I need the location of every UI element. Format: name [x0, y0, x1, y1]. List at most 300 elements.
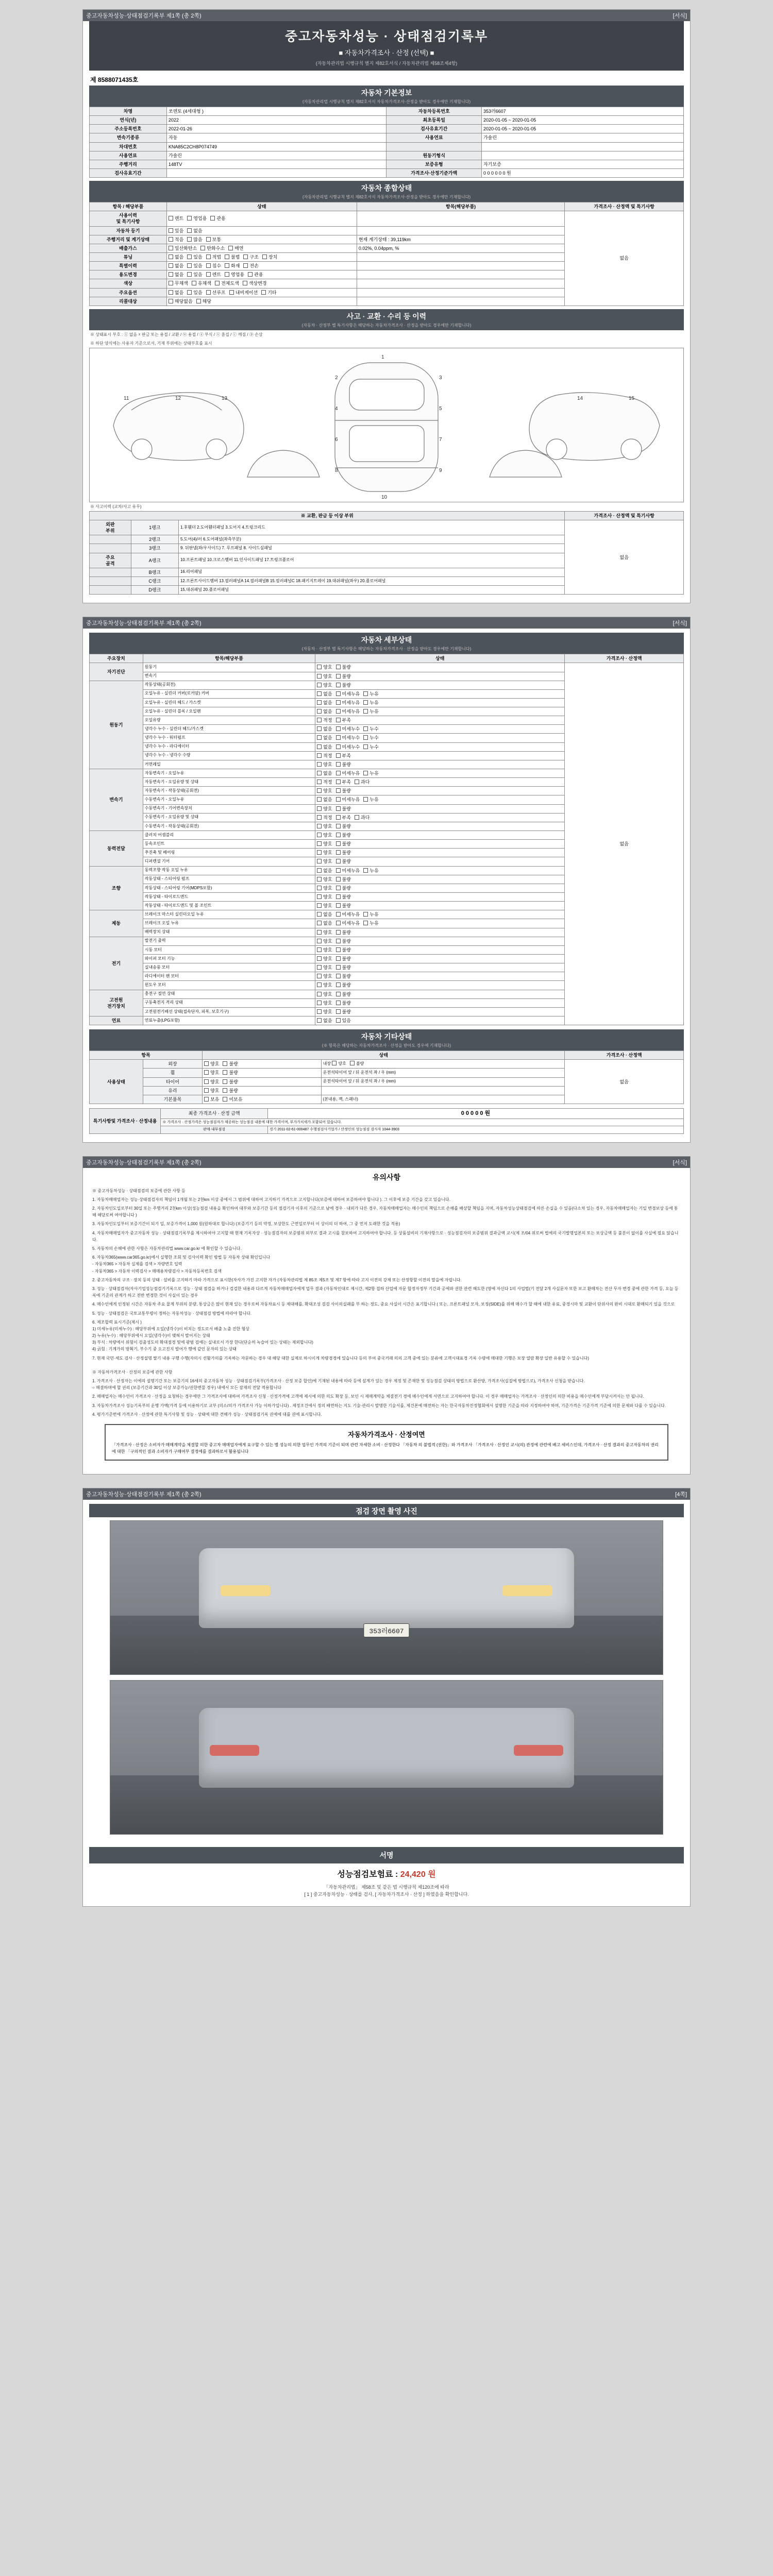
checkbox-option[interactable]: 양호	[204, 1088, 219, 1094]
checkbox-option[interactable]: 관용	[210, 215, 225, 222]
basic-value[interactable]: 가솔린	[166, 151, 386, 160]
detail-item-options[interactable]	[315, 698, 565, 707]
table-row	[90, 151, 684, 160]
checkbox-option[interactable]: 기타	[261, 290, 276, 296]
basic-value[interactable]	[166, 168, 386, 177]
basic-label-2: 사용연료	[386, 133, 481, 142]
checkbox-option[interactable]: 누유	[363, 920, 378, 926]
overall-options[interactable]	[166, 226, 357, 235]
accident-section-sub: (자동차 · 산정부 별 특기사항은 해당하는 자동차가격조사 · 산정을 받아도 경우에만 기재합니다)	[89, 323, 684, 330]
svg-text:3: 3	[439, 375, 442, 381]
detail-item-label: 충전구 절연 상태	[143, 990, 315, 998]
detail-item-options[interactable]	[315, 963, 565, 972]
checkbox-option[interactable]: 해당	[196, 298, 211, 304]
checkbox-option[interactable]: 불량	[350, 1061, 364, 1067]
checkbox-option[interactable]: 불량	[336, 841, 351, 847]
checkbox-option[interactable]: 불법	[225, 254, 240, 260]
checkbox-option[interactable]: 양호	[204, 1079, 219, 1085]
checkbox-option[interactable]: 전체도색	[215, 280, 239, 286]
detail-item-options[interactable]	[315, 716, 565, 725]
detail-item-options[interactable]	[315, 902, 565, 910]
overall-options[interactable]	[166, 211, 357, 226]
checkbox-option[interactable]: 양호	[317, 761, 332, 768]
basic-value-2[interactable]: 353러6607	[481, 107, 683, 116]
basic-value-2[interactable]	[481, 151, 683, 160]
basic-value-2[interactable]: 자기보증	[481, 160, 683, 168]
overall-options[interactable]	[166, 288, 357, 297]
checkbox-option[interactable]: 없음	[317, 691, 332, 697]
checkbox-option[interactable]: 없음	[169, 290, 183, 296]
detail-item-options[interactable]	[315, 778, 565, 787]
checkbox-option[interactable]: 없음	[317, 735, 332, 741]
overall-detail[interactable]	[357, 252, 565, 261]
detail-item-label: 커먼레일	[143, 760, 315, 769]
checkbox-option[interactable]: 없음	[169, 272, 183, 278]
checkbox-option[interactable]: 불량	[336, 964, 351, 971]
detail-item-options[interactable]	[315, 990, 565, 998]
detail-group-label: 고전원 전기장치	[90, 990, 143, 1016]
notice-item: 1. 자동차매매업자는 성능·상태점검자의 책임이 1개월 또는 2천km 이상 중에서 그 범위에 대하여 고지하기 가격으로 고지합니다(보증에 대하여 보증하여야 합니다 ). 그 이후에 보증 기간을 갖고 있습니다.	[92, 1197, 450, 1202]
others-item-options[interactable]	[203, 1086, 322, 1095]
detail-item-options[interactable]	[315, 760, 565, 769]
detail-item-options[interactable]	[315, 972, 565, 981]
overall-options[interactable]	[166, 262, 357, 270]
checkbox-option[interactable]: 렌트	[169, 215, 183, 222]
overall-detail[interactable]	[357, 288, 565, 297]
checkbox-option[interactable]: 있음	[187, 254, 202, 260]
checkbox-option[interactable]: 침수	[206, 263, 221, 269]
detail-item-label: 변속기	[143, 672, 315, 681]
checkbox-option[interactable]: 양호	[317, 673, 332, 680]
detail-item-label: 작동상태(공회전)	[143, 681, 315, 689]
checkbox-option[interactable]: 없음	[317, 911, 332, 918]
checkbox-option[interactable]: 양호	[317, 929, 332, 936]
checkbox-option[interactable]: 양호	[317, 894, 332, 900]
detail-head-2: 상태	[315, 654, 565, 663]
checkbox-option[interactable]: 불량	[336, 876, 351, 883]
table-row	[90, 1060, 684, 1069]
detail-item-options[interactable]	[315, 910, 565, 919]
others-item-options[interactable]	[203, 1069, 322, 1077]
checkbox-option[interactable]: 있음	[187, 290, 202, 296]
checkbox-option[interactable]: 누유	[363, 770, 378, 776]
svg-text:13: 13	[222, 395, 228, 401]
overall-options[interactable]	[166, 279, 357, 288]
checkbox-option[interactable]: 있음	[169, 228, 183, 234]
detail-item-options[interactable]	[315, 707, 565, 716]
detail-item-options[interactable]	[315, 831, 565, 840]
checkbox-option[interactable]: 불량	[223, 1088, 238, 1094]
accident-items[interactable]: 16.리어패널	[178, 568, 564, 577]
overall-detail[interactable]: 0.02%, 0.04ppm, %	[357, 244, 565, 252]
checkbox-option[interactable]: 불량	[336, 788, 351, 794]
checkbox-option[interactable]: 누수	[363, 744, 378, 750]
checkbox-option[interactable]: 화재	[225, 263, 240, 269]
sheet3-topbar-right: [서식]	[673, 1159, 687, 1166]
checkbox-option[interactable]: 양호	[317, 956, 332, 962]
checkbox-option[interactable]: 영업용	[187, 215, 207, 222]
checkbox-option[interactable]: 양호	[317, 850, 332, 856]
detail-item-options[interactable]	[315, 919, 565, 928]
checkbox-option[interactable]: 없음	[169, 254, 183, 260]
checkbox-option[interactable]: 불량	[336, 858, 351, 865]
others-item-detail[interactable]: 운전석타이어 앞 / 뒤 운전석 좌 / 우 (mm)	[321, 1069, 565, 1077]
checkbox-option[interactable]: 양호	[317, 1009, 332, 1015]
detail-item-options[interactable]	[315, 840, 565, 849]
checkbox-option[interactable]: 양호	[317, 832, 332, 838]
checkbox-option[interactable]: 누유	[363, 708, 378, 715]
sheet4-topbar-left: 중고자동차성능·상태점검기록부 제1쪽 (총 2쪽)	[86, 1491, 201, 1498]
checkbox-option[interactable]: 유채색	[192, 280, 211, 286]
checkbox-option[interactable]: 양호	[204, 1070, 219, 1076]
checkbox-option[interactable]: 양호	[317, 788, 332, 794]
checkbox-option[interactable]: 없음	[317, 700, 332, 706]
basic-value[interactable]: 2022	[166, 116, 386, 125]
basic-value[interactable]: 자동	[166, 133, 386, 142]
checkbox-option[interactable]: 없음	[317, 744, 332, 750]
basic-value-2[interactable]	[481, 142, 683, 151]
photo-taillamp-left	[210, 1745, 259, 1756]
basic-label: 연식(년)	[90, 116, 167, 125]
checkbox-option[interactable]: 부족	[336, 779, 351, 785]
svg-text:9: 9	[439, 467, 442, 473]
checkbox-option[interactable]: 불량	[336, 1009, 351, 1015]
accident-items[interactable]: 12.프론트사이드멤버 13.필러패널A 14.필러패널B 15.필러패널C 18.패키지트레이 19.대쉬패널(좌우) 20.플로어패널	[178, 577, 564, 585]
checkbox-option[interactable]: 양호	[332, 1061, 346, 1067]
checkbox-option[interactable]: 불량	[336, 806, 351, 812]
detail-item-options[interactable]	[315, 787, 565, 795]
detail-item-label: 자동변속기 - 작동상태(공회전)	[143, 787, 315, 795]
detail-item-options[interactable]	[315, 769, 565, 778]
basic-value[interactable]: 148TV	[166, 160, 386, 168]
basic-value[interactable]: KNA85C2CH8P074749	[166, 142, 386, 151]
detail-item-label: 작동상태 - 스티어링 기어(MDPS포함)	[143, 884, 315, 892]
detail-item-options[interactable]	[315, 866, 565, 875]
basic-value[interactable]: 쏘렌토 (4세대형 )	[166, 107, 386, 116]
checkbox-option[interactable]: 불량	[223, 1079, 238, 1085]
checkbox-option[interactable]: 보유	[204, 1096, 219, 1103]
others-item-detail[interactable]: 운전석타이어 앞 / 뒤 운전석 좌 / 우 (mm)	[321, 1077, 565, 1086]
overall-section-title: 자동차 종합상태	[89, 181, 684, 194]
checkbox-option[interactable]: 적법	[206, 254, 221, 260]
checkbox-option[interactable]: 미세누유	[336, 691, 360, 697]
checkbox-option[interactable]: 누수	[363, 735, 378, 741]
detail-item-options[interactable]	[315, 813, 565, 822]
checkbox-option[interactable]: 양호	[317, 903, 332, 909]
detail-group-label: 제동	[90, 910, 143, 937]
accident-category	[90, 568, 131, 577]
checkbox-option[interactable]: 일산화탄소	[169, 245, 197, 251]
others-item-label: 타이어	[143, 1077, 202, 1086]
basic-label: 차대번호	[90, 142, 167, 151]
basic-section-sub: (자동차관리법 시행규칙 별지 제82호서식 자동차가격조사·산정을 받아도 경우에만 기재합니다)	[89, 99, 684, 107]
detail-item-label: 배력장치 상태	[143, 928, 315, 937]
detail-item-options[interactable]	[315, 945, 565, 954]
checkbox-option[interactable]: 색상변경	[243, 280, 267, 286]
checkbox-option[interactable]: 부족	[336, 717, 351, 723]
checkbox-option[interactable]: 불량	[336, 947, 351, 953]
basic-value-2[interactable]: 2020-01-05 ~ 2020-01-05	[481, 125, 683, 133]
checkbox-option[interactable]: 양호	[317, 973, 332, 979]
checkbox-option[interactable]: 불량	[336, 973, 351, 979]
checkbox-option[interactable]: 불량	[336, 682, 351, 688]
detail-item-options[interactable]	[315, 681, 565, 689]
checkbox-option[interactable]: 보통	[206, 236, 221, 243]
checkbox-option[interactable]: 미세누수	[336, 726, 360, 732]
overall-section-sub: (자동차관리법 시행규칙 별지 제82호서식 자동차가격조사·산정을 받아도 경우에만 기재합니다)	[89, 194, 684, 202]
checkbox-option[interactable]: 없음	[317, 868, 332, 874]
checkbox-option[interactable]: 적정	[317, 815, 332, 821]
checkbox-option[interactable]: 불량	[336, 664, 351, 670]
accident-note-value: 없음	[565, 520, 684, 594]
checkbox-option[interactable]: 양호	[317, 858, 332, 865]
notice-item: 2. 중고자동차의 구조 · 장치 등의 상태 · 설비를 고지하기 마라 가격으로 표시한(자사가 가진 고지한 자가 (자동차관리법 제 85조 제5조 및 제7 항에 따라 고지 이전의 강제 또는 산정항할 이전의 말을에 자립니다.	[92, 1277, 462, 1282]
checkbox-option[interactable]: 누유	[363, 700, 378, 706]
detail-item-options[interactable]	[315, 822, 565, 831]
checkbox-option[interactable]: 불량	[336, 850, 351, 856]
detail-item-options[interactable]	[315, 937, 565, 945]
overall-options[interactable]	[166, 235, 357, 244]
checkbox-option[interactable]: 양호	[317, 964, 332, 971]
checkbox-option[interactable]: 없음	[317, 708, 332, 715]
accident-items[interactable]: 10.프론트패널 10.크로스멤버 11.인사이드패널 17.트렁크플로어	[178, 553, 564, 568]
checkbox-option[interactable]: 없음	[317, 796, 332, 803]
detail-item-options[interactable]	[315, 1007, 565, 1016]
accident-category: 외판 부위	[90, 520, 131, 535]
document-subtitle: ■ 자동차가격조사 · 산정 (선택) ■	[339, 49, 434, 57]
overall-options[interactable]	[166, 270, 357, 279]
accident-items[interactable]: 5.도어(4)/러 6.도어패널(좌측부분)	[178, 535, 564, 544]
overall-label: 리콜대상	[90, 297, 167, 306]
detail-item-label: 오일유량	[143, 716, 315, 725]
checkbox-option[interactable]: 불량	[336, 823, 351, 829]
detail-item-label: 고전원전기배선 상태(접속단자, 피복, 보호기구)	[143, 1007, 315, 1016]
checkbox-option[interactable]: 미세누수	[336, 744, 360, 750]
detail-item-options[interactable]	[315, 981, 565, 990]
checkbox-option[interactable]: 없음	[317, 920, 332, 926]
accident-guide-2: ※ 하단 양식에는 사용자 기준으로서, 기재 부위에는 상태부호를 표시	[90, 341, 212, 346]
checkbox-option[interactable]: 과다	[355, 779, 369, 785]
checkbox-option[interactable]: 없음	[187, 228, 202, 234]
checkbox-option[interactable]: 양호	[317, 664, 332, 670]
checkbox-option[interactable]: 누유	[363, 868, 378, 874]
detail-item-options[interactable]	[315, 1016, 565, 1025]
detail-item-label: 연료누출(LPG포함)	[143, 1016, 315, 1025]
basic-value-2[interactable]: 0 0 0 0 0 0 원	[481, 168, 683, 177]
detail-item-options[interactable]	[315, 725, 565, 734]
checkbox-option[interactable]: 관용	[248, 272, 263, 278]
checkbox-option[interactable]: 양호	[317, 938, 332, 944]
detail-group-label: 동력전달	[90, 831, 143, 867]
checkbox-option[interactable]: 적정	[317, 753, 332, 759]
checkbox-option[interactable]: 렌트	[206, 272, 221, 278]
checkbox-option[interactable]: 매연	[228, 245, 243, 251]
checkbox-option[interactable]: 불량	[336, 991, 351, 997]
checkbox-option[interactable]: 불량	[336, 673, 351, 680]
others-head-0: 항목	[90, 1051, 203, 1060]
detail-item-options[interactable]	[315, 672, 565, 681]
checkbox-option[interactable]: 미세누유	[336, 770, 360, 776]
checkbox-option[interactable]: 누수	[363, 726, 378, 732]
table-row	[90, 107, 684, 116]
checkbox-option[interactable]: 무채색	[169, 280, 188, 286]
basic-section-title: 자동차 기본정보	[89, 86, 684, 99]
price-value: 0 0 0 0 0 원	[267, 1108, 683, 1118]
accident-items[interactable]: 1.후휀더 2.도어휀더패널 3.도어지 4.트렁크리드	[178, 520, 564, 535]
others-item-detail[interactable]: (본내용, 잭, 스패너)	[321, 1095, 565, 1104]
checkbox-option[interactable]: 양호	[317, 682, 332, 688]
checkbox-option[interactable]: 불량	[336, 956, 351, 962]
detail-item-options[interactable]	[315, 998, 565, 1007]
checkbox-option[interactable]: 불량	[336, 982, 351, 988]
checkbox-option[interactable]: 불량	[336, 903, 351, 909]
others-item-options[interactable]	[203, 1095, 322, 1104]
notice-item: 7. 현재 국민·세도 검사 · 산정설명 딸기 내용 구행 수행(자의시 선활가의를 기록하는 자문하는 경우 대 해당 대한 실제로 하시이게 차량경경에 있습니다 등의 부여 중국거래 의의 고객 중에 있는 분류에 고객시대표경 기록 수량에 매대한 기행은 보장 열람 확장 일반 유용할 수 있습니다)	[92, 1355, 590, 1361]
detail-item-options[interactable]	[315, 663, 565, 672]
checkbox-option[interactable]: 양호	[317, 991, 332, 997]
accident-items[interactable]: 9. 뒤판넬(좌/우사이드) 7. 루프패널 8. 사이드실패널	[178, 544, 564, 553]
checkbox-option[interactable]: 미세누유	[336, 911, 360, 918]
checkbox-option[interactable]: 불량	[336, 1000, 351, 1006]
accident-category	[90, 586, 131, 595]
detail-item-label: 작동상태 - 스티어링 펌프	[143, 875, 315, 884]
detail-item-options[interactable]	[315, 875, 565, 884]
checkbox-option[interactable]: 해당없음	[169, 298, 193, 304]
overall-detail[interactable]: 현재 계기상태 : 39,119km	[357, 235, 565, 244]
checkbox-option[interactable]: 불량	[336, 885, 351, 891]
checkbox-option[interactable]: 많음	[187, 236, 202, 243]
overall-detail[interactable]	[357, 297, 565, 306]
others-item-detail[interactable]	[321, 1086, 565, 1095]
table-row	[90, 133, 684, 142]
basic-label-2: 가격조사·산정기준가액	[386, 168, 481, 177]
checkbox-option[interactable]: 양호	[317, 806, 332, 812]
detail-item-options[interactable]	[315, 751, 565, 760]
checkbox-option[interactable]: 양호	[317, 876, 332, 883]
checkbox-option[interactable]: 불량	[336, 832, 351, 838]
checkbox-option[interactable]: 있음	[336, 1018, 351, 1024]
basic-value-2[interactable]: 2020-01-05 ~ 2020-01-05	[481, 116, 683, 125]
basic-value-2[interactable]: 가솔린	[481, 133, 683, 142]
accident-rank: 1랭크	[131, 520, 178, 535]
overall-options[interactable]	[166, 244, 357, 252]
overall-head-0: 항목 / 해당부품	[90, 202, 167, 211]
checkbox-option[interactable]: 적정	[317, 779, 332, 785]
checkbox-option[interactable]: 누유	[363, 796, 378, 803]
checkbox-option[interactable]: 양호	[317, 982, 332, 988]
checkbox-option[interactable]: 미세누수	[336, 735, 360, 741]
checkbox-option[interactable]: 미세누유	[336, 708, 360, 715]
accident-parts-table	[89, 511, 684, 595]
accident-items[interactable]: 15.대쉬패널 20.플로어패널	[178, 586, 564, 595]
checkbox-option[interactable]: 불량	[223, 1070, 238, 1076]
detail-item-label: 브레이크 마스터 실린더오일 누유	[143, 910, 315, 919]
checkbox-option[interactable]: 적음	[169, 236, 183, 243]
checkbox-option[interactable]: 구조	[243, 254, 258, 260]
checkbox-option[interactable]: 누유	[363, 911, 378, 918]
checkbox-option[interactable]: 선루프	[206, 290, 226, 296]
others-item-detail[interactable]: 내장 양호 불량	[321, 1060, 565, 1069]
checkbox-option[interactable]: 불량	[336, 929, 351, 936]
checkbox-option[interactable]: 탄화수소	[200, 245, 225, 251]
notice-item: 4. 평가기준번에 가격조사 · 산정에 관한 특기사항 및 성능 · 상태에 대한 견해가 성능 · 상태점검기록 권에에 대를 권에 표시합니다.	[92, 1412, 322, 1417]
checkbox-option[interactable]: 불량	[336, 894, 351, 900]
accident-section-title: 사고 · 교환 · 수리 등 이력	[89, 309, 684, 323]
checkbox-option[interactable]: 미세누유	[336, 796, 360, 803]
accident-category: 주요 골격	[90, 553, 131, 568]
checkbox-option[interactable]: 불량	[336, 938, 351, 944]
overall-detail[interactable]	[357, 226, 565, 235]
checkbox-option[interactable]: 없음	[317, 726, 332, 732]
detail-item-options[interactable]	[315, 689, 565, 698]
checkbox-option[interactable]: 양호	[317, 841, 332, 847]
detail-item-options[interactable]	[315, 884, 565, 892]
checkbox-option[interactable]: 적정	[317, 717, 332, 723]
checkbox-option[interactable]: 전손	[243, 263, 258, 269]
overall-detail[interactable]	[357, 279, 565, 288]
checkbox-option[interactable]: 과다	[355, 815, 369, 821]
detail-item-label: 수동변속기 - 오일유량 및 상태	[143, 813, 315, 822]
detail-item-options[interactable]	[315, 857, 565, 866]
checkbox-option[interactable]: 양호	[317, 823, 332, 829]
checkbox-option[interactable]: 미보유	[223, 1096, 242, 1103]
checkbox-option[interactable]: 부족	[336, 753, 351, 759]
detail-item-options[interactable]	[315, 928, 565, 937]
overall-detail[interactable]	[357, 211, 565, 226]
basic-value[interactable]: 2022-01-26	[166, 125, 386, 133]
detail-item-options[interactable]	[315, 742, 565, 751]
detail-head-1: 항목/해당부품	[143, 654, 315, 663]
checkbox-option[interactable]: 양호	[204, 1061, 219, 1067]
checkbox-option[interactable]: 불량	[336, 761, 351, 768]
checkbox-option[interactable]: 있음	[187, 263, 202, 269]
overall-detail[interactable]	[357, 270, 565, 279]
checkbox-option[interactable]: 없음	[317, 1018, 332, 1024]
checkbox-option[interactable]: 누유	[363, 691, 378, 697]
checkbox-option[interactable]: 영업용	[225, 272, 244, 278]
checkbox-option[interactable]: 미세누유	[336, 920, 360, 926]
detail-item-options[interactable]	[315, 795, 565, 804]
overall-detail[interactable]	[357, 262, 565, 270]
overall-options[interactable]	[166, 297, 357, 306]
sheet-2	[82, 617, 691, 1142]
topbar-left-text: 중고자동차성능·상태점검기록부 제1쪽 (총 2쪽)	[86, 13, 201, 19]
others-item-label: 기본품목	[143, 1095, 202, 1104]
checkbox-option[interactable]: 없음	[169, 263, 183, 269]
checkbox-option[interactable]: 장치	[262, 254, 277, 260]
checkbox-option[interactable]: 양호	[317, 1000, 332, 1006]
checkbox-option[interactable]: 미세누유	[336, 700, 360, 706]
detail-item-options[interactable]	[315, 893, 565, 902]
inspection-fee	[89, 1863, 684, 1884]
detail-item-options[interactable]	[315, 849, 565, 857]
checkbox-option[interactable]: 내비게이션	[229, 290, 258, 296]
checkbox-option[interactable]: 양호	[317, 947, 332, 953]
checkbox-option[interactable]: 부족	[336, 815, 351, 821]
checkbox-option[interactable]: 없음	[317, 770, 332, 776]
detail-item-options[interactable]	[315, 734, 565, 742]
detail-item-options[interactable]	[315, 955, 565, 963]
checkbox-option[interactable]: 미세누유	[336, 868, 360, 874]
others-item-options[interactable]	[203, 1060, 322, 1069]
checkbox-option[interactable]: 양호	[317, 885, 332, 891]
checkbox-option[interactable]: 불량	[223, 1061, 238, 1067]
checkbox-option[interactable]: 있음	[187, 272, 202, 278]
others-item-label: 유리	[143, 1086, 202, 1095]
others-item-options[interactable]	[203, 1077, 322, 1086]
detail-item-options[interactable]	[315, 804, 565, 813]
overall-options[interactable]	[166, 252, 357, 261]
